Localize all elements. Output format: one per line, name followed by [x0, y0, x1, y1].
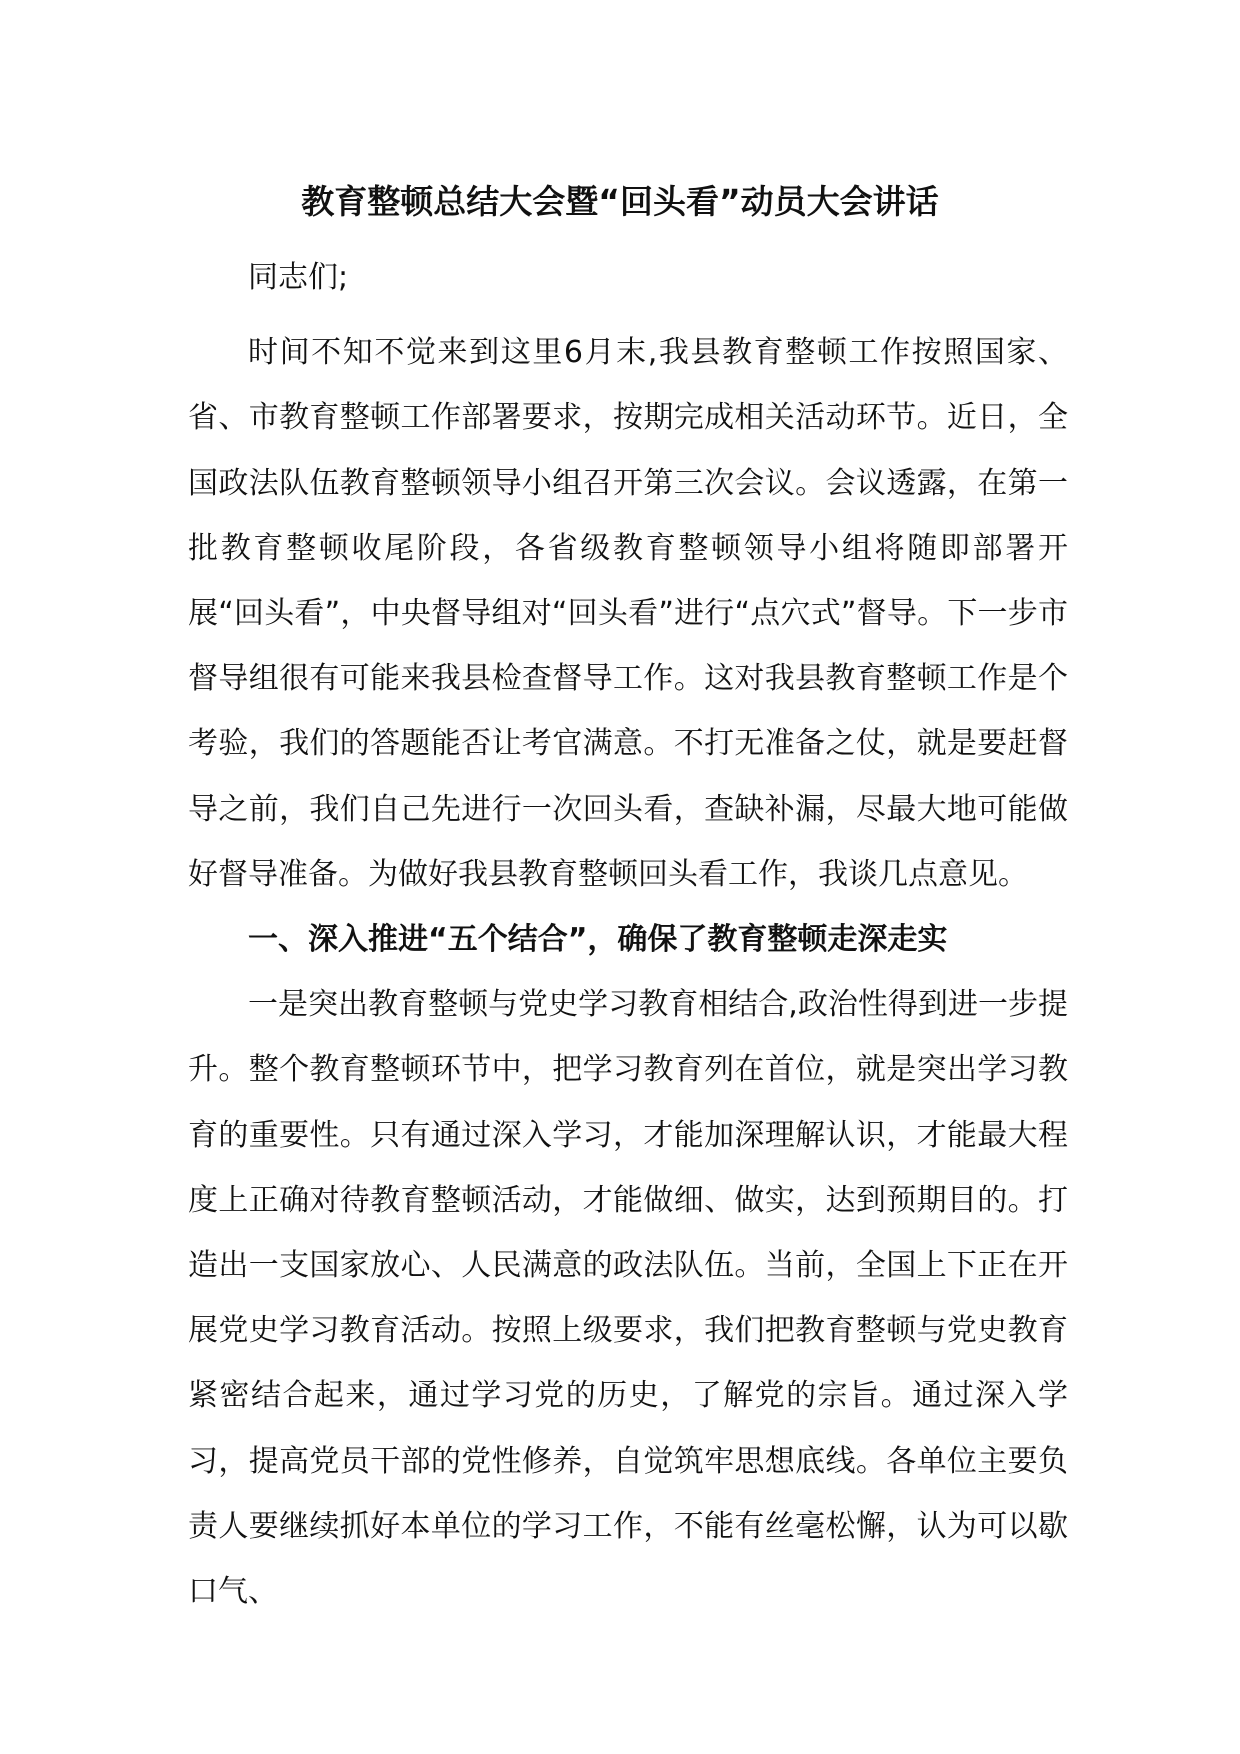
document-body: [188, 245, 1068, 1624]
section-heading: 一、深入推进“五个结合”，确保了教育整顿走深走实: [248, 922, 948, 958]
paragraph: 时间不知不觉来到这里6月末,我县教育整顿工作按照国家、省、市教育整顿工作部署要求，按期完成相关活动环节。近日，全国政法队伍教育整顿领导小组召开第三次会议。会议透露，在第一批教育整顿收尾阶段，各省级教育整顿领导小组将随即部署开展“回头看”，中央督导组对“回头看”进行“点穴式”督导。下一步市督导组很有可能来我县检查督导工作。这对我县教育整顿工作是个考验，我们的答题能否让考官满意。不打无准备之仗，就是要赶督导之前，我们自己先进行一次回头看，查缺补漏，尽最大地可能做好督导准备。为做好我县教育整顿回头看工作，我谈几点意见。: [188, 335, 1068, 892]
salutation: 同志们;: [248, 260, 349, 295]
paragraph: 一是突出教育整顿与党史学习教育相结合,政治性得到进一步提升。整个教育整顿环节中，把学习教育列在首位，就是突出学习教育的重要性。只有通过深入学习，才能加深理解认识，才能最大程度上正确对待教育整顿活动，才能做细、做实，达到预期目的。打造出一支国家放心、人民满意的政法队伍。当前，全国上下正在开展党史学习教育活动。按照上级要求，我们把教育整顿与党史教育紧密结合起来，通过学习党的历史，了解党的宗旨。通过深入学习，提高党员干部的党性修养，自觉筑牢思想底线。各单位主要负责人要继续抓好本单位的学习工作，不能有丝毫松懈，认为可以歇口气、: [188, 987, 1068, 1610]
document-title: 教育整顿总结大会暨“回头看”动员大会讲话: [301, 182, 939, 221]
paragraph-gap: [188, 310, 1068, 320]
